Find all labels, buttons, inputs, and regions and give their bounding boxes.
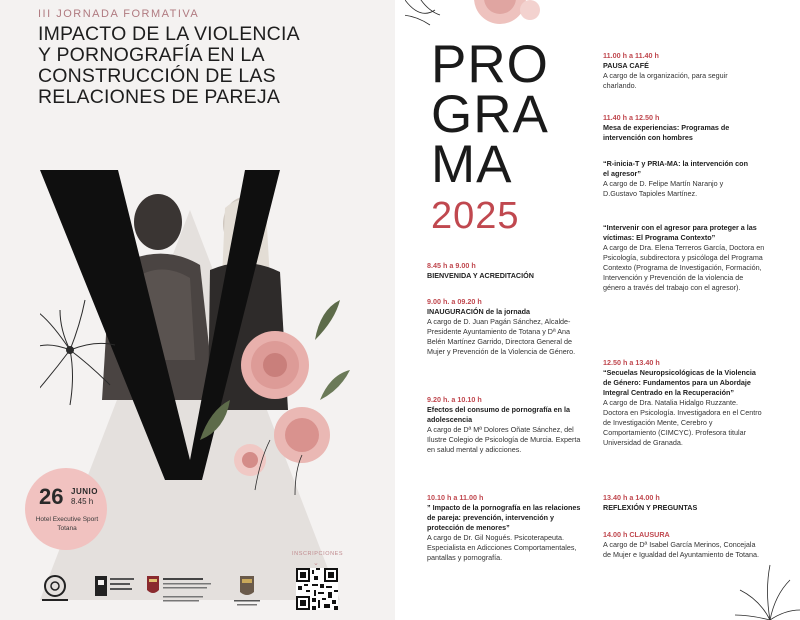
schedule-heading: “Secuelas Neuropsicológicas de la Violencia de Género: Fundamentos para un Abordaje Integral Centrado en la Recuperación” xyxy=(603,368,756,397)
program-heading-line: PRO xyxy=(431,35,549,94)
date-time: 8.45 h xyxy=(71,497,94,506)
ayuntamiento-totana-logo-icon xyxy=(232,574,262,608)
flowers-decoration-icon xyxy=(405,0,550,40)
schedule-item xyxy=(603,358,765,448)
schedule-time: 10.10 h a 11.00 h xyxy=(427,493,484,502)
schedule-heading: Mesa de experiencias: Programas de intervención con hombres xyxy=(603,123,730,142)
date-badge xyxy=(25,468,107,550)
program-right-panel xyxy=(405,0,800,620)
schedule-time: 11.40 h a 12.50 h xyxy=(603,113,660,122)
title-line: CONSTRUCCIÓN DE LAS xyxy=(38,65,276,87)
title-line: IMPACTO DE LA VIOLENCIA xyxy=(38,23,300,45)
pacto-estado-logo-icon xyxy=(38,574,72,604)
schedule-heading: “Intervenir con el agresor para proteger a las víctimas: El Programa Contexto” xyxy=(603,223,757,242)
chevron-down-icon: ⌄ xyxy=(313,560,319,567)
couple-illustration xyxy=(40,160,360,500)
schedule-heading: BIENVENIDA Y ACREDITACIÓN xyxy=(427,271,534,280)
schedule-desc: A cargo de Dra. Natalia Hidalgo Ruzzante. Doctora en Psicología. Investigadora en el Centro de Investigación Mente, Cerebro y Comportamiento (CIMCYC). Profesora titular Universidad de Granada. xyxy=(603,398,762,447)
program-heading xyxy=(431,35,549,194)
schedule-time: 12.50 h a 13.40 h xyxy=(603,358,660,367)
title-line: Y PORNOGRAFÍA EN LA xyxy=(38,44,265,66)
schedule-item xyxy=(603,530,763,560)
schedule-time: 9.00 h. a 09.20 h xyxy=(427,297,482,306)
leaves-decoration-icon xyxy=(730,560,800,620)
schedule-item xyxy=(427,395,587,455)
poster-left-panel xyxy=(0,0,395,620)
schedule-item xyxy=(603,223,765,293)
schedule-time: 13.40 h a 14.00 h xyxy=(603,493,660,502)
date-month: JUNIO xyxy=(71,487,98,496)
schedule-heading: “R-inicia-T y PRIA-MA: la intervención con el agresor” xyxy=(603,159,748,178)
schedule-desc: A cargo de D. Felipe Martín Naranjo y D.Gustavo Tapioles Martínez. xyxy=(603,179,724,198)
schedule-time: 9.20 h. a 10.10 h xyxy=(427,395,482,404)
schedule-item xyxy=(603,113,763,143)
edition-label: III JORNADA FORMATIVA xyxy=(38,8,200,20)
schedule-item xyxy=(603,159,753,199)
program-heading-line: GRA xyxy=(431,85,549,144)
schedule-item xyxy=(427,261,587,281)
schedule-desc: A cargo de Dª Isabel García Merinos, Concejala de Mujer e Igualdad del Ayuntamiento de Totana. xyxy=(603,540,759,559)
schedule-heading: INAUGURACIÓN de la jornada xyxy=(427,307,531,316)
event-title xyxy=(38,24,358,108)
venue-label: Hotel Executive Sport Totana xyxy=(35,516,99,532)
schedule-item xyxy=(427,493,587,563)
schedule-item xyxy=(603,493,763,513)
schedule-item xyxy=(427,297,589,357)
schedule-heading: REFLEXIÓN Y PREGUNTAS xyxy=(603,503,698,512)
region-murcia-logo-icon xyxy=(145,574,215,610)
qr-code-icon[interactable] xyxy=(296,568,338,610)
schedule-desc: A cargo de Dª Mª Dolores Oñate Sánchez, del Ilustre Colegio de Psicología de Murcia. Experta en salud mental y adicciones. xyxy=(427,425,581,454)
program-heading-line: MA xyxy=(431,135,513,194)
title-line: RELACIONES DE PAREJA xyxy=(38,86,281,108)
ministerio-igualdad-logo-icon xyxy=(95,574,137,604)
schedule-time: 14.00 h CLAUSURA xyxy=(603,530,670,539)
inscriptions-label: INSCRIPCIONES xyxy=(292,551,344,557)
schedule-heading: ” Impacto de la pornografía en las relaciones de pareja: prevención, intervención y protección de menores” xyxy=(427,503,581,532)
schedule-time: 8.45 h a 9.00 h xyxy=(427,261,476,270)
schedule-desc: A cargo de Dr. Gil Nogués. Psicoterapeuta. Especialista en Adicciones Comportamentales, pantallas y pornografía. xyxy=(427,533,577,562)
schedule-item xyxy=(603,51,763,91)
date-day: 26 xyxy=(39,484,64,509)
schedule-heading: Efectos del consumo de pornografía en la adolescencia xyxy=(427,405,570,424)
schedule-desc: A cargo de la organización, para seguir charlando. xyxy=(603,71,728,90)
program-year: 2025 xyxy=(431,195,520,237)
schedule-desc: A cargo de Dra. Elena Terreros García, Doctora en Psicología, subdirectora y psicóloga del Programa Contexto (Programa de Investigación, Formación, Intervención y Prevención de la violencia de género a través del trabajo con el agresor). xyxy=(603,243,765,292)
schedule-heading: PAUSA CAFÉ xyxy=(603,61,649,70)
schedule-desc: A cargo de D. Juan Pagán Sánchez, Alcalde- Presidente Ayuntamiento de Totana y Dª Ana Belén Martínez Garrido, Directora General de Mujer y Prevención de la Violencia de Género. xyxy=(427,317,576,356)
schedule-time: 11.00 h a 11.40 h xyxy=(603,51,659,60)
